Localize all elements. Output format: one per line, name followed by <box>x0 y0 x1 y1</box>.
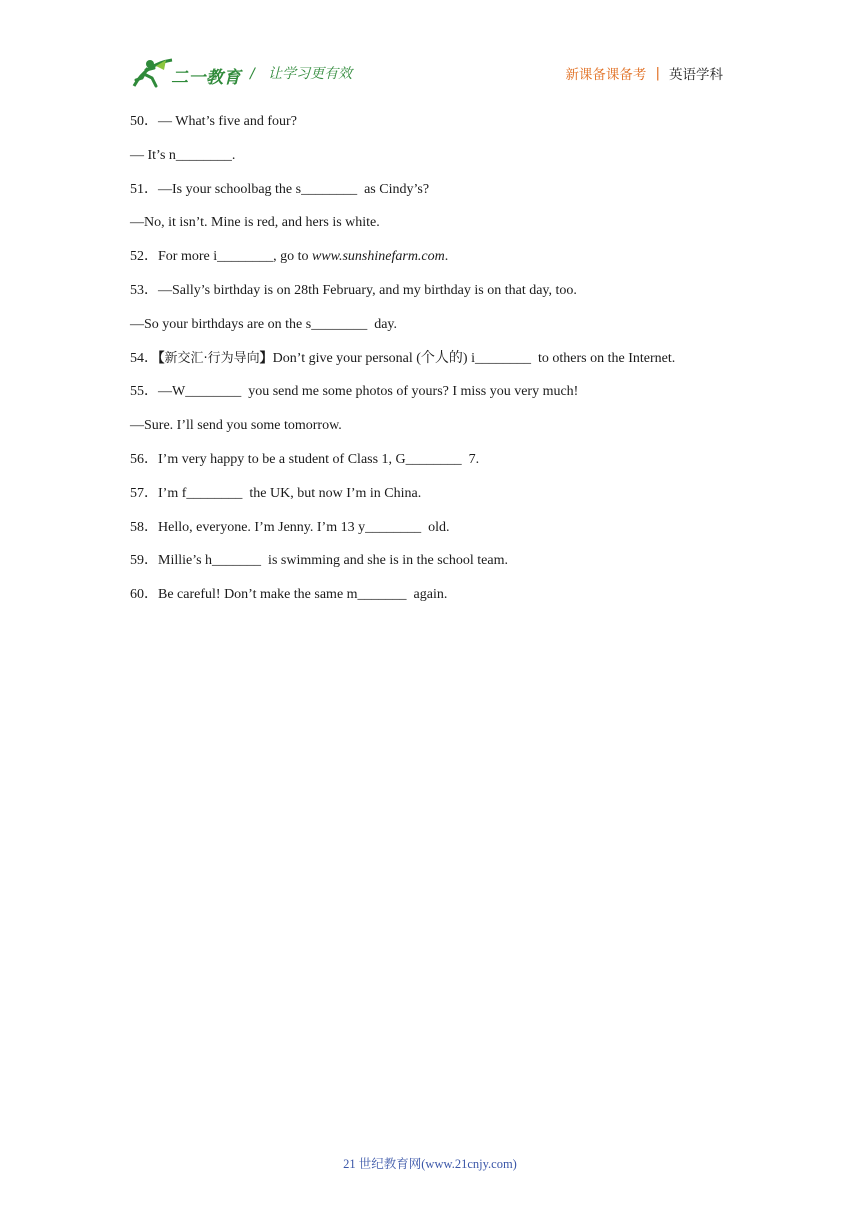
header-right <box>565 63 723 83</box>
question-50-line2: — It’s n________. <box>130 147 236 163</box>
header-separator: | <box>655 65 660 81</box>
question-list <box>130 111 750 618</box>
question-51-line2: —No, it isn’t. Mine is red, and hers is white. <box>130 215 380 231</box>
question-55-line2: —Sure. I’ll send you some tomorrow. <box>130 418 342 434</box>
question-53-line2: —So your birthdays are on the s________ day. <box>130 316 397 332</box>
question-54-text: Don’t give your personal (个人的) i________ to others on the Internet. <box>272 350 676 366</box>
header-course-label: 新课备课备考 <box>565 67 647 83</box>
question-53-line1: 53．—Sally’s birthday is on 28th February, and my birthday is on that day, too. <box>130 282 577 298</box>
question-59: 59．Millie’s h_______ is swimming and she is in the school team. <box>130 553 508 569</box>
question-57: 57．I’m f________ the UK, but now I’m in China. <box>130 485 422 501</box>
page-header <box>0 0 860 100</box>
header-slogan: / 让学习更有效 <box>250 66 353 82</box>
header-subject-label: 英语学科 <box>669 67 723 83</box>
logo-text: 二一教育 <box>171 68 241 88</box>
question-55-line1: 55．—W________ you send me some photos of yours? I miss you very much! <box>130 384 579 400</box>
question-58: 58．Hello, everyone. I’m Jenny. I’m 13 y________ old. <box>130 519 450 535</box>
page-footer: 21 世纪教育网(www.21cnjy.com) <box>343 1157 517 1171</box>
question-60: 60．Be careful! Don’t make the same m_______ again. <box>130 587 448 603</box>
question-52-end: . <box>444 249 449 265</box>
question-50-line1: 50．— What’s five and four? <box>130 114 297 129</box>
question-54-bracket-open: 【 <box>158 350 165 366</box>
question-52-text: 52．For more i________, go to <box>130 249 312 265</box>
question-54 <box>130 348 750 382</box>
question-56: 56．I’m very happy to be a student of Class 1, G________ 7. <box>130 451 480 467</box>
question-52 <box>130 246 750 280</box>
question-54-bracket-close: 】 <box>259 350 273 366</box>
question-51-line1: 51．—Is your schoolbag the s________ as Cindy’s? <box>130 181 430 197</box>
question-54-tag: 新交汇·行为导向 <box>164 350 260 366</box>
question-52-url: www.sunshinefarm.com <box>312 249 445 265</box>
question-54-number: 54． <box>130 350 158 366</box>
